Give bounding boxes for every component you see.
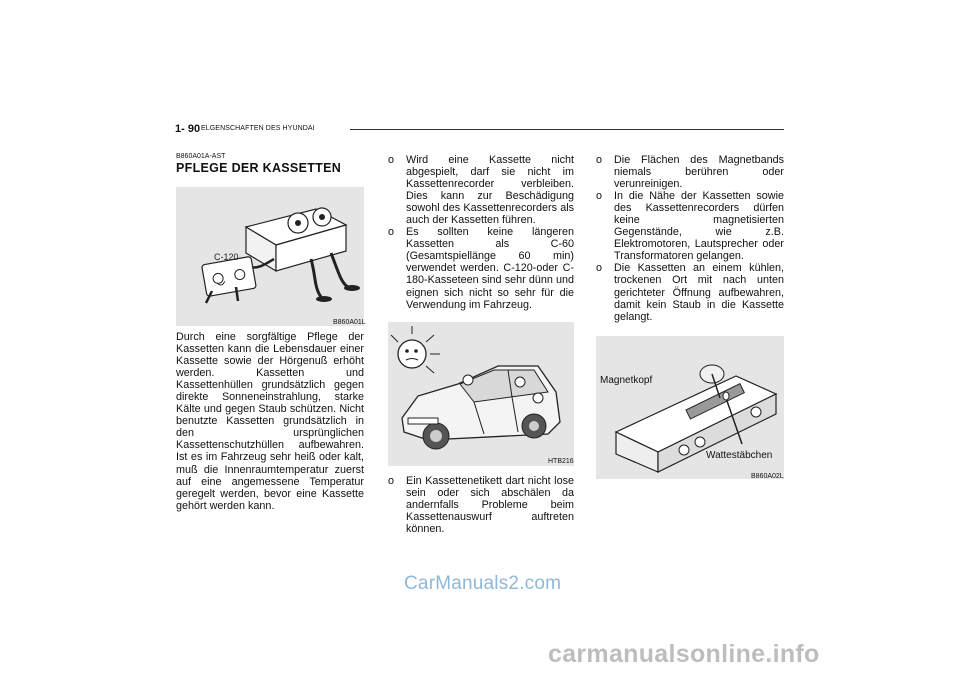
list-item: o Es sollten keine längeren Kassetten als C-60 (Gesamtspiellänge 60 min) verwendet werden. C-120-oder C-180-Kasseteen sind sehr dünn und eignen sich nicht so sehr für die Verwendung im Fahrzeug. [388, 226, 574, 311]
car-sun-figure [388, 322, 574, 466]
label-magnetkopf: Magnetkopf [600, 375, 653, 386]
care-list-bottom [388, 475, 574, 535]
tape-head-cleaning-figure [596, 336, 784, 479]
figure-caption-b860a02l: B860A02L [751, 473, 784, 480]
care-list-top [388, 154, 574, 311]
section-code: B860A01A-AST [176, 153, 226, 160]
cassette-label-c120: C-120 [214, 252, 239, 262]
list-item: o In die Nähe der Kassetten sowie des Kassettenrecorders dürfen keine magnetisierten Gegenstände, wie z.B. Elektromotoren, Lautsprecher oder Transformatoren gelangen. [596, 190, 784, 263]
cassette-cartoon-illustration [176, 187, 364, 326]
tape-head-cleaning-illustration [596, 336, 784, 479]
header-rule [350, 129, 784, 130]
figure-caption-b860a01l: B860A01L [333, 319, 366, 326]
sun-icon [391, 326, 440, 373]
list-item: o Wird eine Kassette nicht abgespielt, darf sie nicht im Kassettenrecorder verbleiben. Dies kann zur Beschädigung sowohl des Kassettenrecorders als auch der Kassetten führen. [388, 154, 574, 227]
carmanuals2-watermark: CarManuals2.com [404, 573, 562, 594]
cassette-cartoon-figure [176, 187, 364, 326]
care-paragraph: Durch eine sorgfältige Pflege der Kassetten kann die Lebensdauer einer Kassette sowie der Hörgenuß erhöht werden. Kassetten und Kassettenhüllen grundsätzlich gegen direkte Sonneneinstrahlung, starke Kälte und gegen Staub schützen. Nicht benutzte Kassetten grundsätzlich in den ursprünglichen Kassettenschutzhüllen aufbewahren. Ist es im Fahrzeug sehr heiß oder kalt, muß die Innenraumtemperatur zuerst auf eine angemessene Temperatur geregelt werden, bevor eine Kassette gehört werden kann. [176, 331, 364, 512]
label-wattestaebchen: Wattestäbchen [706, 450, 773, 461]
carmanualsonline-watermark: carmanualsonline.info [548, 640, 820, 668]
car-in-sun-illustration [388, 322, 574, 466]
page-title: PFLEGE DER KASSETTEN [176, 161, 342, 175]
list-item: o Die Kassetten an einem kühlen, trockenen Ort mit nach unten gerichteter Öffnung aufbewahren, damit kein Staub in die Kassette gelangt. [596, 262, 784, 323]
list-item: o Ein Kassettenetikett dart nicht lose sein oder sich abschälen da andernfalls Probleme beim Kassettenauswurf auftreten können. [388, 475, 574, 536]
section-title: ELGENSCHAFTEN DES HYUNDAI [201, 125, 315, 132]
list-item: o Die Flächen des Magnetbands niemals berühren oder verunreinigen. [596, 154, 784, 191]
care-list-right [596, 154, 784, 323]
figure-caption-htb216: HTB216 [548, 458, 574, 465]
page-number: 1- 90 [175, 123, 201, 135]
